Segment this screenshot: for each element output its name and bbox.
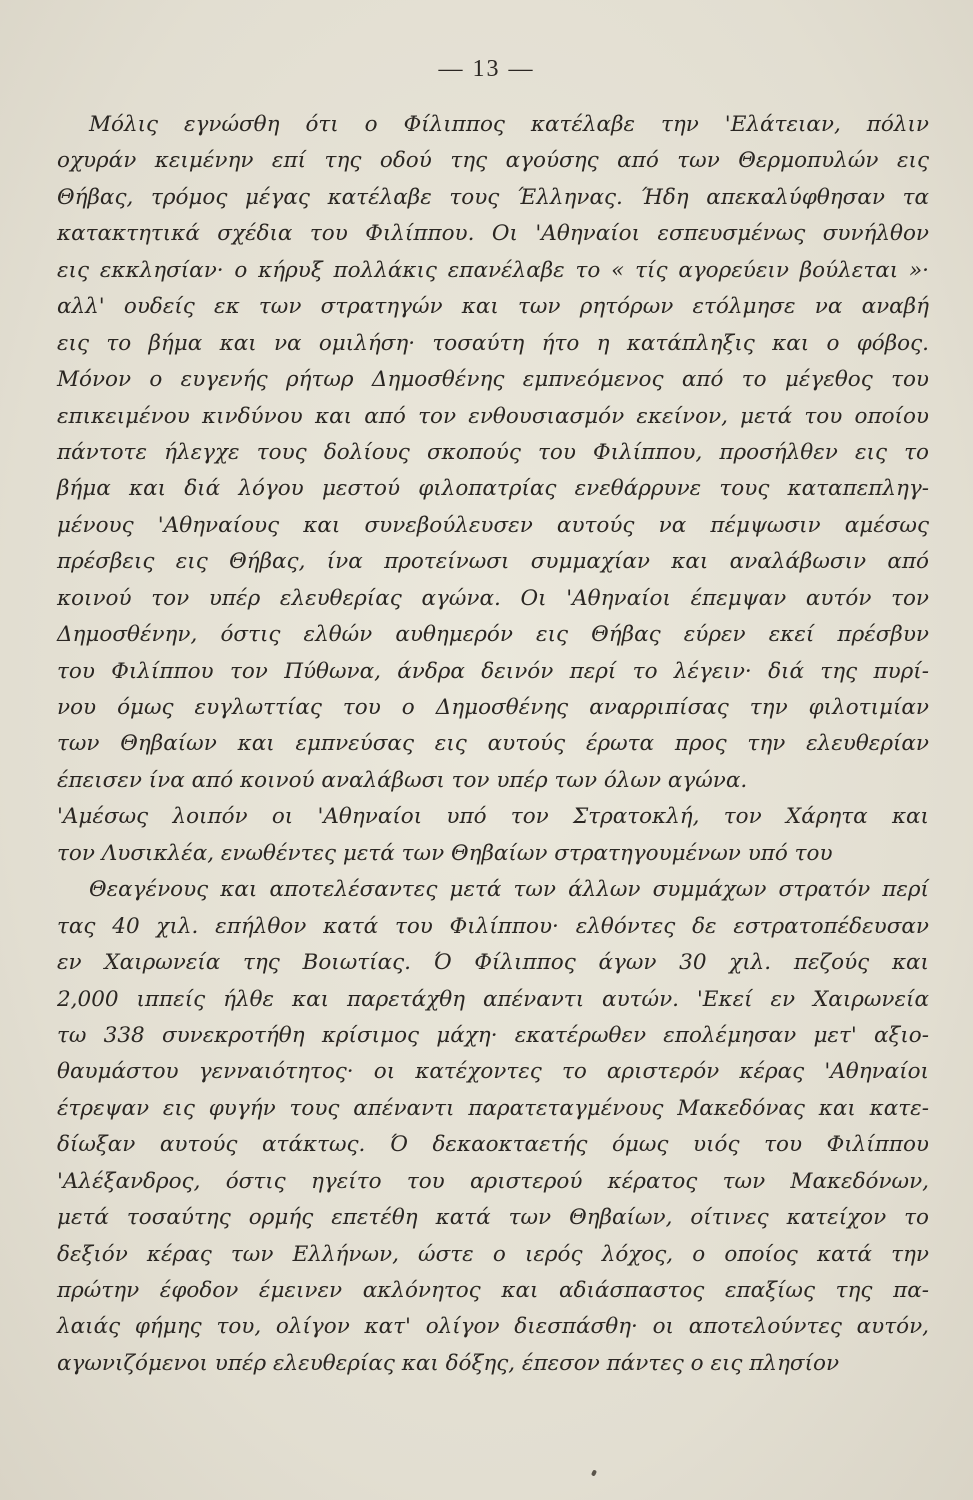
- text-line: δίωξαν αυτούς ατάκτως. Ό δεκαοκταετής όμως υιός του Φιλίππου: [57, 1132, 929, 1158]
- text-line: του Φιλίππου τον Πύθωνα, άνδρα δεινόν περί το λέγειν· διά της πυρί-: [57, 658, 929, 684]
- text-line: τω 338 συνεκροτήθη κρίσιμος μάχη· εκατέρωθεν επολέμησαν μετ' αξιο-: [57, 1022, 929, 1048]
- text-line: επικειμένου κινδύνου και από τον ενθουσιασμόν εκείνον, μετά του οποίου: [57, 403, 929, 429]
- text-line: κατακτητικά σχέδια του Φιλίππου. Οι 'Αθηναίοι εσπευσμένως συνήλθον: [57, 221, 929, 247]
- text-line: Θεαγένους και αποτελέσαντες μετά των άλλων συμμάχων στρατόν περί: [89, 877, 929, 903]
- body-text: [57, 107, 929, 1382]
- text-line: 'Αμέσως λοιπόν οι 'Αθηναίοι υπό τον Στρατοκλή, τον Χάρητα και: [57, 804, 929, 830]
- text-line: Δημοσθένην, όστις ελθών αυθημερόν εις Θήβας εύρεν εκεί πρέσβυν: [57, 622, 929, 648]
- ink-speck: [591, 1469, 597, 1476]
- text-line: 'Αλέξανδρος, όστις ηγείτο του αριστερού κέρατος των Μακεδόνων,: [57, 1168, 929, 1194]
- text-line: Μόλις εγνώσθη ότι ο Φίλιππος κατέλαβε την 'Ελάτειαν, πόλιν: [89, 112, 929, 137]
- text-line: εις το βήμα και να ομιλήση· τοσαύτη ήτο η κατάπληξις και ο φόβος.: [57, 330, 929, 356]
- text-line: οχυράν κειμένην επί της οδού της αγούσης από των Θερμοπυλών εις: [57, 148, 929, 174]
- text-line: εν Χαιρωνεία της Βοιωτίας. Ό Φίλιππος άγων 30 χιλ. πεζούς και: [57, 950, 929, 976]
- text-line: τον Λυσικλέα, ενωθέντες μετά των Θηβαίων στρατηγουμένων υπό του: [57, 840, 833, 866]
- page-number: — 13 —: [438, 56, 535, 82]
- text-line: αλλ' ουδείς εκ των στρατηγών και των ρητόρων ετόλμησε να αναβή: [57, 294, 929, 320]
- text-line: βήμα και διά λόγου μεστού φιλοπατρίας ενεθάρρυνε τους καταπεπληγ-: [57, 476, 929, 502]
- text-line: Μόνον ο ευγενής ρήτωρ Δημοσθένης εμπνεόμενος από το μέγεθος του: [57, 367, 929, 393]
- text-line: έτρεψαν εις φυγήν τους απέναντι παρατεταγμένους Μακεδόνας και κατε-: [57, 1095, 929, 1121]
- text-line: 2,000 ιππείς ήλθε και παρετάχθη απέναντι αυτών. 'Εκεί εν Χαιρωνεία: [57, 986, 929, 1012]
- text-line: μένους 'Αθηναίους και συνεβούλευσεν αυτούς να πέμψωσιν αμέσως: [57, 512, 929, 538]
- text-line: των Θηβαίων και εμπνεύσας εις αυτούς έρωτα προς την ελευθερίαν: [57, 731, 929, 757]
- text-line: τας 40 χιλ. επήλθον κατά του Φιλίππου· ελθόντες δε εστρατοπέδευσαν: [57, 913, 929, 939]
- text-line: έπεισεν ίνα από κοινού αναλάβωσι τον υπέρ των όλων αγώνα.: [57, 767, 748, 793]
- text-line: πρέσβεις εις Θήβας, ίνα προτείνωσι συμμαχίαν και αναλάβωσιν από: [57, 549, 929, 575]
- text-line: πάντοτε ήλεγχε τους δολίους σκοπούς του Φιλίππου, προσήλθεν εις το: [57, 439, 929, 465]
- text-line: θαυμάστου γενναιότητος· οι κατέχοντες το αριστερόν κέρας 'Αθηναίοι: [57, 1059, 929, 1085]
- text-line: πρώτην έφοδον έμεινεν ακλόνητος και αδιάσπαστος επαξίως της πα-: [57, 1278, 929, 1303]
- text-line: εις εκκλησίαν· ο κήρυξ πολλάκις επανέλαβε το « τίς αγορεύειν βούλεται »·: [57, 257, 929, 283]
- text-line: δεξιόν κέρας των Ελλήνων, ώστε ο ιερός λόχος, ο οποίος κατά την: [57, 1241, 929, 1267]
- text-line: Θήβας, τρόμος μέγας κατέλαβε τους Έλληνας. Ήδη απεκαλύφθησαν τα: [57, 184, 929, 210]
- text-line: νου όμως ευγλωττίας του ο Δημοσθένης αναρριπίσας την φιλοτιμίαν: [57, 695, 929, 720]
- text-line: μετά τοσαύτης ορμής επετέθη κατά των Θηβαίων, οίτινες κατείχον το: [57, 1205, 929, 1231]
- text-line: λαιάς φήμης του, ολίγον κατ' ολίγον διεσπάσθη· οι αποτελούντες αυτόν,: [57, 1314, 929, 1340]
- text-line: κοινού τον υπέρ ελευθερίας αγώνα. Οι 'Αθηναίοι έπεμψαν αυτόν τον: [57, 585, 929, 611]
- text-line: αγωνιζόμενοι υπέρ ελευθερίας και δόξης, έπεσον πάντες ο εις πλησίον: [57, 1350, 840, 1376]
